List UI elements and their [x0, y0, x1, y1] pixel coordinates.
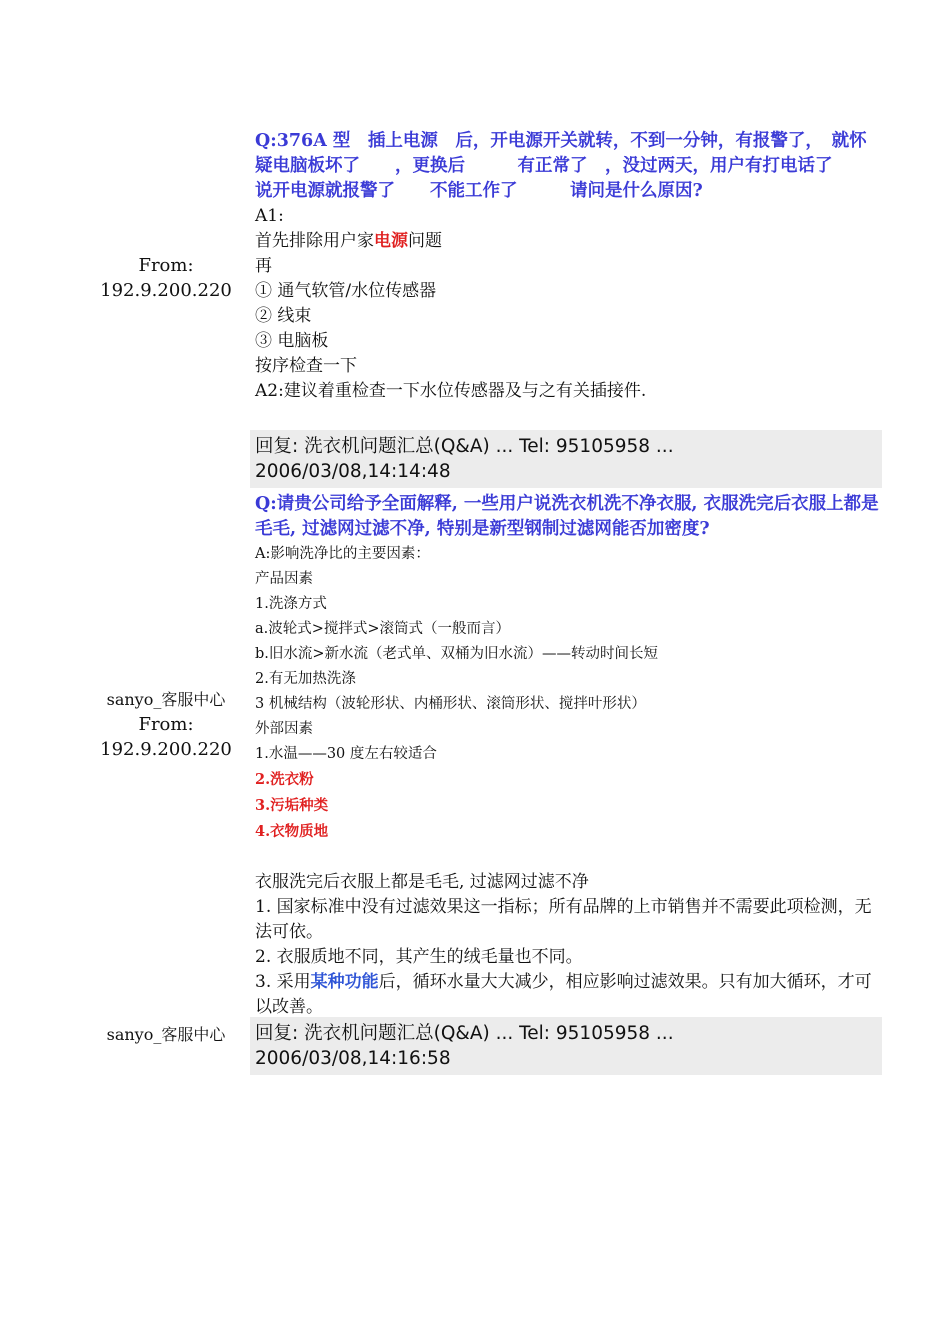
reply-time: 2006/03/08,14:16:58	[255, 1048, 451, 1069]
lint-title: 衣服洗完后衣服上都是毛毛, 过滤网过滤不净	[255, 872, 589, 892]
lint-item: 2. 衣服质地不同，其产生的绒毛量也不同。	[255, 947, 583, 967]
factor-item: 1.洗涤方式	[255, 596, 327, 612]
ip-address: 192.9.200.220	[100, 280, 232, 301]
reply-header-1	[250, 430, 882, 488]
section-heading: 产品因素	[255, 571, 313, 587]
ip-address: 192.9.200.220	[100, 739, 232, 760]
answer-line: 再	[255, 256, 272, 276]
factor-item: 4.衣物质地	[255, 823, 329, 840]
factor-item: 1.水温——30 度左右较适合	[255, 746, 437, 762]
reply-2-author: sanyo_客服中心	[106, 1025, 226, 1044]
answer-1-label: A1:	[255, 206, 284, 226]
from-label: From:	[138, 255, 194, 276]
highlight-red: 电源	[374, 231, 408, 251]
question-title: Q:请贵公司给予全面解释, 一些用户说洗衣机洗不净衣服, 衣服洗完后衣服上都是毛毛, 过滤网过滤不净, 特别是新型钢制过滤网能否加密度?	[255, 494, 879, 539]
lint-item: 3. 采用某种功能后，循环水量大大减少，相应影响过滤效果。只有加大循环，才可以改善。	[255, 972, 872, 1017]
question-title: Q:376A 型 插上电源 后，开电源开关就转，不到一分钟，有报警了， 就怀疑电脑板坏了 ，更换后 有正常了 ，没过两天，用户有打电话了 说开电源就报警了 不能工作了 请问是什么原因?	[255, 131, 868, 201]
lint-item: 1. 国家标准中没有过滤效果这一指标；所有品牌的上市销售并不需要此项检测，无法可依。	[255, 897, 872, 942]
answer-item: ① 通气软管/水位传感器	[255, 281, 437, 301]
answer-intro: A:影响洗净比的主要因素：	[255, 546, 430, 562]
factor-item: 3.污垢种类	[255, 797, 329, 814]
answer-line: 首先排除用户家电源问题	[255, 231, 442, 251]
answer-item: ② 线束	[255, 306, 312, 326]
factor-item: 2.有无加热洗涤	[255, 671, 356, 687]
factor-item: a.波轮式>搅拌式>滚筒式（一般而言）	[255, 621, 511, 637]
reply-title[interactable]: 回复: 洗衣机问题汇总(Q&A) ... Tel: 95105958 ...	[255, 436, 674, 457]
reply-time: 2006/03/08,14:14:48	[255, 461, 451, 482]
section-heading: 外部因素	[255, 721, 313, 737]
answer-item: ③ 电脑板	[255, 331, 329, 351]
reply-title[interactable]: 回复: 洗衣机问题汇总(Q&A) ... Tel: 95105958 ...	[255, 1023, 674, 1044]
author-name: sanyo_客服中心	[106, 690, 226, 709]
answer-2: A2:建议着重检查一下水位传感器及与之有关插接件.	[255, 381, 647, 401]
factor-item: 3 机械结构（波轮形状、内桶形状、滚筒形状、搅拌叶形状）	[255, 696, 646, 712]
answer-line: 按序检查一下	[255, 356, 357, 376]
post-2-meta	[82, 687, 250, 762]
highlight-blue: 某种功能	[310, 972, 379, 992]
reply-header-2	[250, 1017, 882, 1075]
from-label: From:	[138, 714, 194, 735]
post-1-body	[255, 129, 882, 404]
factor-item: b.旧水流>新水流（老式单、双桶为旧水流）——转动时间长短	[255, 646, 659, 662]
post-1-meta	[82, 253, 250, 303]
post-2-body	[255, 492, 882, 1020]
factor-item: 2.洗衣粉	[255, 771, 314, 788]
